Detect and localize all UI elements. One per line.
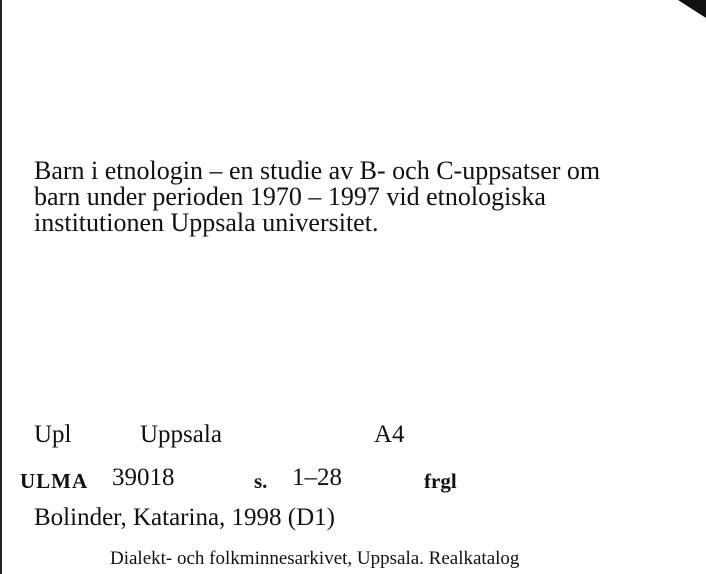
card-title — [34, 158, 674, 236]
title-line-3: institutionen Uppsala universitet. — [34, 208, 379, 237]
pages-label: s. — [254, 469, 268, 493]
paper-format: A4 — [374, 421, 405, 448]
card-left-edge — [0, 0, 2, 574]
accession-number: 39018 — [112, 464, 175, 491]
region-code: Upl — [34, 421, 72, 448]
author-line: Bolinder, Katarina, 1998 (D1) — [34, 504, 336, 531]
record-type: frgl — [424, 469, 457, 493]
place-name: Uppsala — [140, 421, 222, 448]
page-range: 1–28 — [292, 464, 342, 491]
archive-code: ULMA — [20, 469, 89, 493]
card-footer: Dialekt- och folkminnesarkivet, Uppsala. Realkatalog — [110, 548, 520, 569]
corner-mark — [678, 0, 706, 18]
title-line-1: Barn i etnologin – en studie av B- och C-uppsatser om — [34, 156, 601, 185]
title-line-2: barn under perioden 1970 – 1997 vid etnologiska — [34, 182, 546, 211]
